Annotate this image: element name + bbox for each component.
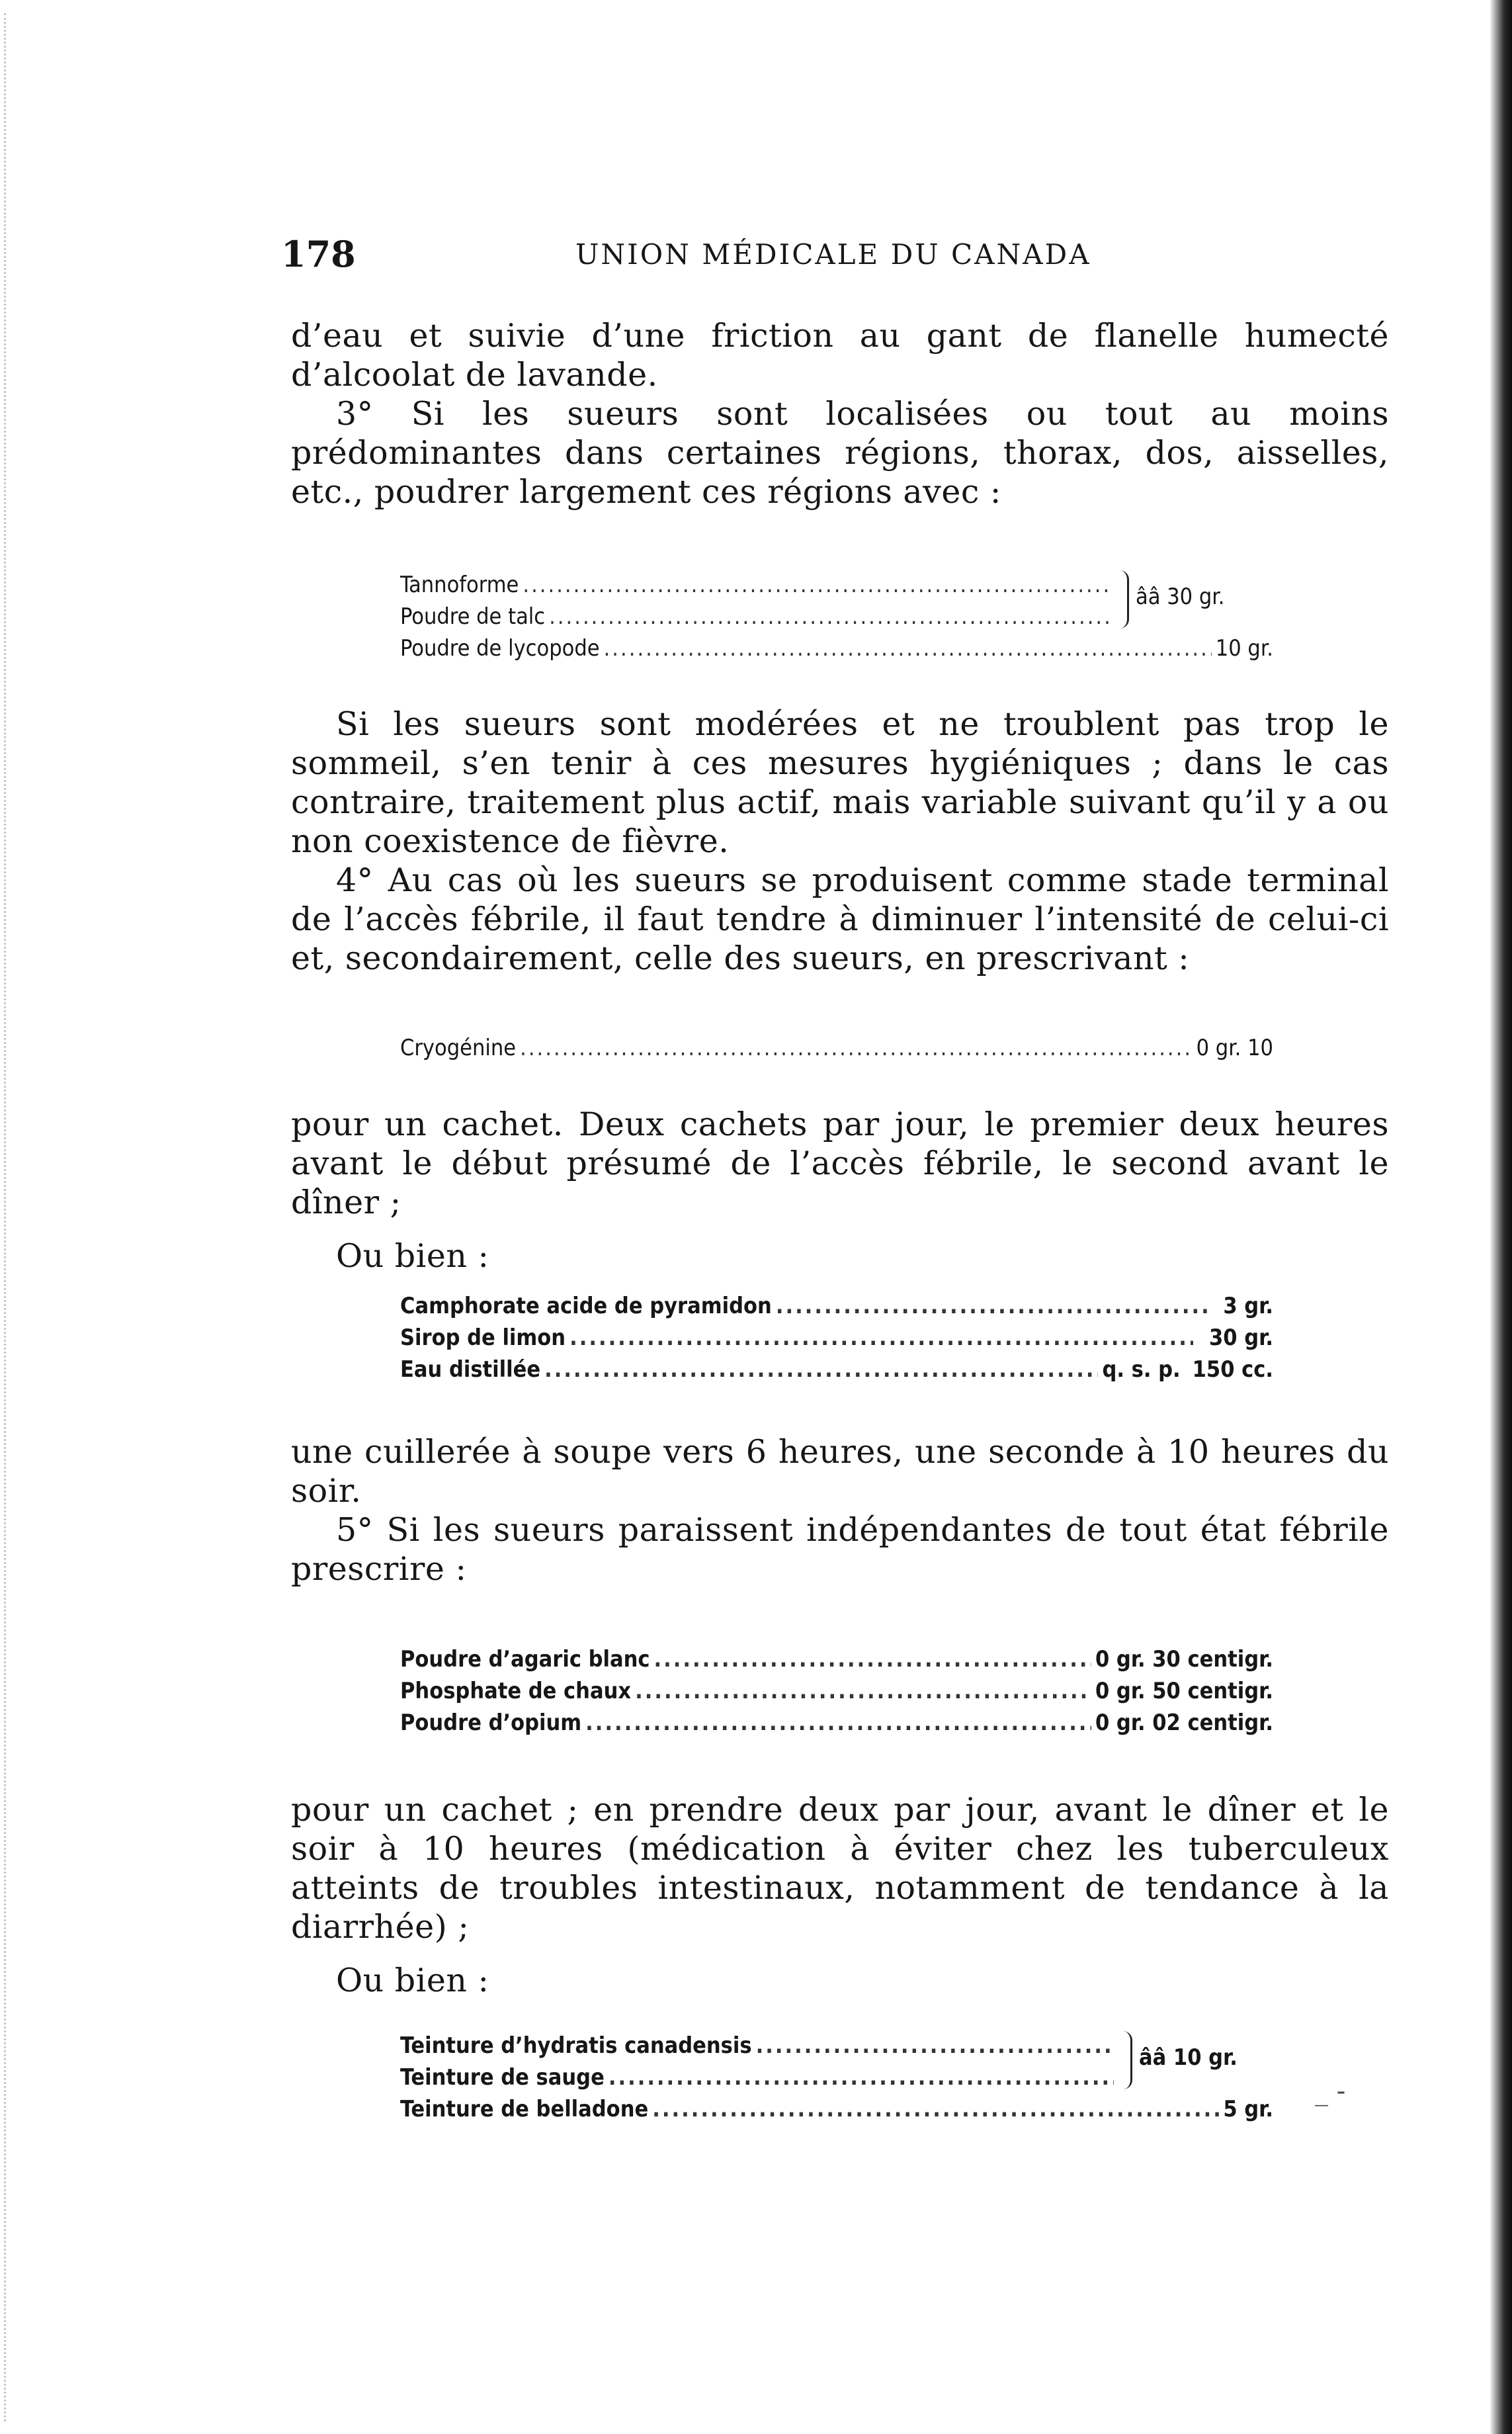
grouping-brace — [1118, 570, 1129, 629]
ingredient-name: Cryogénine — [400, 1035, 517, 1061]
ingredient-name: Phosphate de chaux — [400, 1678, 632, 1704]
prescription-row — [400, 569, 1114, 601]
stray-mark: _ - — [1315, 2076, 1346, 2107]
ingredient-dose: 3 gr. — [1223, 1293, 1273, 1319]
leader-dots — [549, 601, 1111, 632]
brace-dose: ââ 30 gr. — [1136, 584, 1225, 610]
scan-binding-edge — [1490, 0, 1512, 2434]
ingredient-dose: 0 gr. 02 centigr. — [1095, 1710, 1273, 1736]
ingredient-name: Tannoforme — [400, 572, 519, 598]
paragraph-section-4: 4° Au cas où les sueurs se produisent comme stade terminal de l’accès fébrile, il faut tendre à diminuer l’intensité de celui-ci et, secondairement, celle des sueurs, en prescrivant : — [291, 861, 1389, 977]
prescription-row — [400, 601, 1114, 632]
ingredient-dose: 10 gr. — [1215, 635, 1273, 662]
brace-dose: ââ 10 gr. — [1139, 2044, 1238, 2071]
text-block-3 — [291, 1105, 1389, 1276]
prescription-5 — [400, 2030, 1286, 2125]
prescription-row — [400, 1707, 1273, 1739]
leader-dots — [776, 1290, 1207, 1322]
ingredient-name: Teinture de sauge — [400, 2064, 605, 2091]
leader-dots — [609, 2062, 1114, 2093]
leader-dots — [520, 1032, 1193, 1064]
leader-dots — [585, 1707, 1091, 1739]
grouping-brace — [1121, 2031, 1132, 2089]
prescription-4 — [400, 1643, 1286, 1739]
paragraph-ou-bien-2: Ou bien : — [336, 1962, 489, 1999]
prescription-row — [400, 2062, 1118, 2093]
page-number: 178 — [281, 233, 356, 275]
ingredient-name: Sirop de limon — [400, 1325, 566, 1351]
leader-dots — [544, 1354, 1098, 1385]
page-header — [281, 233, 1207, 279]
paragraph-continuation: d’eau et suivie d’une friction au gant de flanelle humecté d’alcoolat de lavande. — [291, 317, 1389, 394]
ingredient-name: Teinture de belladone — [400, 2096, 649, 2122]
ingredient-dose: 30 gr. — [1209, 1325, 1273, 1351]
prescription-3 — [400, 1290, 1286, 1385]
qsp-note: q. s. p. — [1102, 1356, 1181, 1383]
ingredient-name: Poudre d’agaric blanc — [400, 1646, 650, 1673]
ingredient-dose: 0 gr. 50 centigr. — [1095, 1678, 1273, 1704]
ingredient-name: Eau distillée — [400, 1356, 541, 1383]
leader-dots — [569, 1322, 1193, 1354]
prescription-row — [400, 2030, 1118, 2062]
text-block-4 — [291, 1432, 1389, 1588]
ingredient-name: Camphorate acide de pyramidon — [400, 1293, 772, 1319]
leader-dots — [756, 2030, 1114, 2062]
leader-dots — [604, 632, 1212, 664]
ingredient-name: Poudre d’opium — [400, 1710, 582, 1736]
paragraph-section-5: 5° Si les sueurs paraissent indépendantes de tout état fébrile prescrire : — [291, 1511, 1389, 1588]
prescription-1 — [400, 569, 1286, 664]
leader-dots — [654, 1643, 1091, 1675]
paragraph-cachet-dosage: pour un cachet. Deux cachets par jour, le premier deux heures avant le début présumé de l’accès fébrile, le second avant le dîner ; — [291, 1106, 1389, 1221]
paragraph-cachet-twice-daily: pour un cachet ; en prendre deux par jour, avant le dîner et le soir à 10 heures (médication à éviter chez les tuberculeux atteints de troubles intestinaux, notamment de tendance à la diarrhée) ; — [291, 1791, 1389, 1946]
scan-left-margin-marks — [4, 13, 19, 2421]
ingredient-dose: 0 gr. 30 centigr. — [1095, 1646, 1273, 1673]
prescription-row — [400, 1643, 1273, 1675]
prescription-row — [400, 1354, 1273, 1385]
leader-dots — [523, 569, 1111, 601]
text-block-5 — [291, 1790, 1389, 2000]
ingredient-dose: 0 gr. 10 — [1196, 1035, 1273, 1061]
prescription-2 — [400, 1032, 1286, 1064]
text-block-1 — [291, 316, 1389, 511]
prescription-row — [400, 1322, 1273, 1354]
text-block-2 — [291, 705, 1389, 978]
prescription-row — [400, 2093, 1273, 2125]
ingredient-name: Poudre de talc — [400, 603, 546, 630]
running-head: UNION MÉDICALE DU CANADA — [575, 238, 1091, 271]
ingredient-name: Teinture d’hydratis canadensis — [400, 2032, 752, 2059]
prescription-row — [400, 1032, 1273, 1064]
leader-dots — [652, 2093, 1219, 2125]
ingredient-name: Poudre de lycopode — [400, 635, 600, 662]
paragraph-spoon-dosage: une cuillerée à soupe vers 6 heures, une seconde à 10 heures du soir. — [291, 1433, 1389, 1510]
prescription-row — [400, 1675, 1273, 1707]
prescription-row — [400, 632, 1273, 664]
paragraph-section-3: 3° Si les sueurs sont localisées ou tout au moins prédominantes dans certaines régions, thorax, dos, aisselles, etc., poudrer largement ces régions avec : — [291, 395, 1389, 511]
ingredient-dose: 5 gr. — [1223, 2096, 1273, 2122]
leader-dots — [635, 1675, 1091, 1707]
ingredient-dose: 150 cc. — [1192, 1356, 1273, 1383]
paragraph-ou-bien: Ou bien : — [336, 1237, 489, 1275]
paragraph-moderate-sweats: Si les sueurs sont modérées et ne troublent pas trop le sommeil, s’en tenir à ces mesures hygiéniques ; dans le cas contraire, traitement plus actif, mais variable suivant qu’il y a ou non coexistence de fièvre. — [291, 705, 1389, 860]
prescription-row — [400, 1290, 1273, 1322]
